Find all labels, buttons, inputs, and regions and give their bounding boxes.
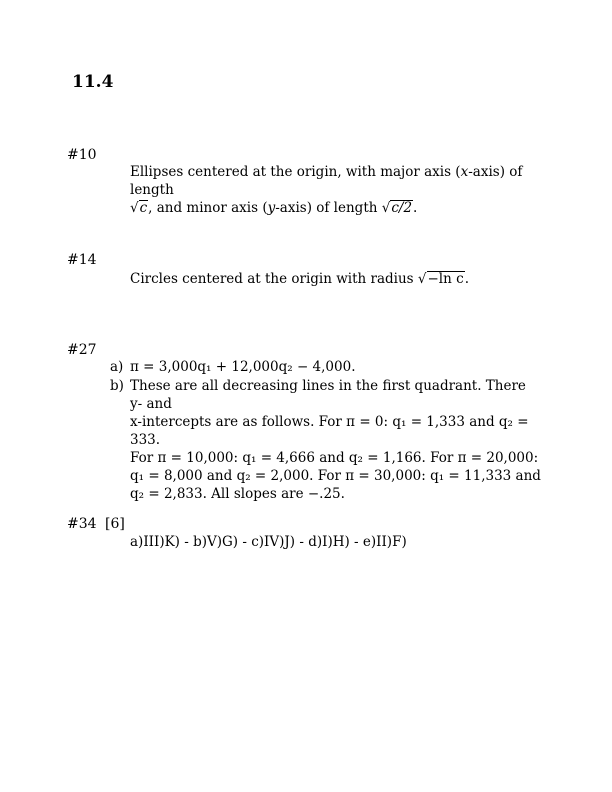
problem-number-10: #10 <box>67 147 97 163</box>
part-b-line: q₁ = 8,000 and q₂ = 2,000. For π = 30,000: q₁ = 11,333 and <box>130 468 541 484</box>
part-b-line: For π = 10,000: q₁ = 4,666 and q₂ = 1,166. For π = 20,000: <box>130 450 539 466</box>
part-b-label: b) <box>110 378 124 394</box>
problem-34-tag: [6] <box>105 516 125 532</box>
problem-34-answer: a)III)K) - b)V)G) - c)IV)J) - d)I)H) - e)II)F) <box>130 534 407 550</box>
problem-34-number: #34 <box>67 516 97 532</box>
part-a-text: π = 3,000q₁ + 12,000q₂ − 4,000. <box>130 359 356 375</box>
problem-number-14: #14 <box>67 252 97 268</box>
part-b-line: These are all decreasing lines in the first quadrant. There y- and <box>130 378 526 412</box>
section-title: 11.4 <box>72 72 114 92</box>
part-b-line: q₂ = 2,833. All slopes are −.25. <box>130 486 345 502</box>
part-b-line: x-intercepts are as follows. For π = 0: q₁ = 1,333 and q₂ = 333. <box>130 414 529 448</box>
part-a-label: a) <box>110 359 124 375</box>
problem-10-answer: Ellipses centered at the origin, with major axis (x-axis) of length √c, and minor axis (y-axis) of length √c/2. <box>130 164 523 216</box>
part-b-text <box>130 377 542 503</box>
problem-number-27: #27 <box>67 342 97 358</box>
problem-number-34 <box>67 516 125 532</box>
problem-14-answer: Circles centered at the origin with radius √−ln c. <box>130 271 469 287</box>
